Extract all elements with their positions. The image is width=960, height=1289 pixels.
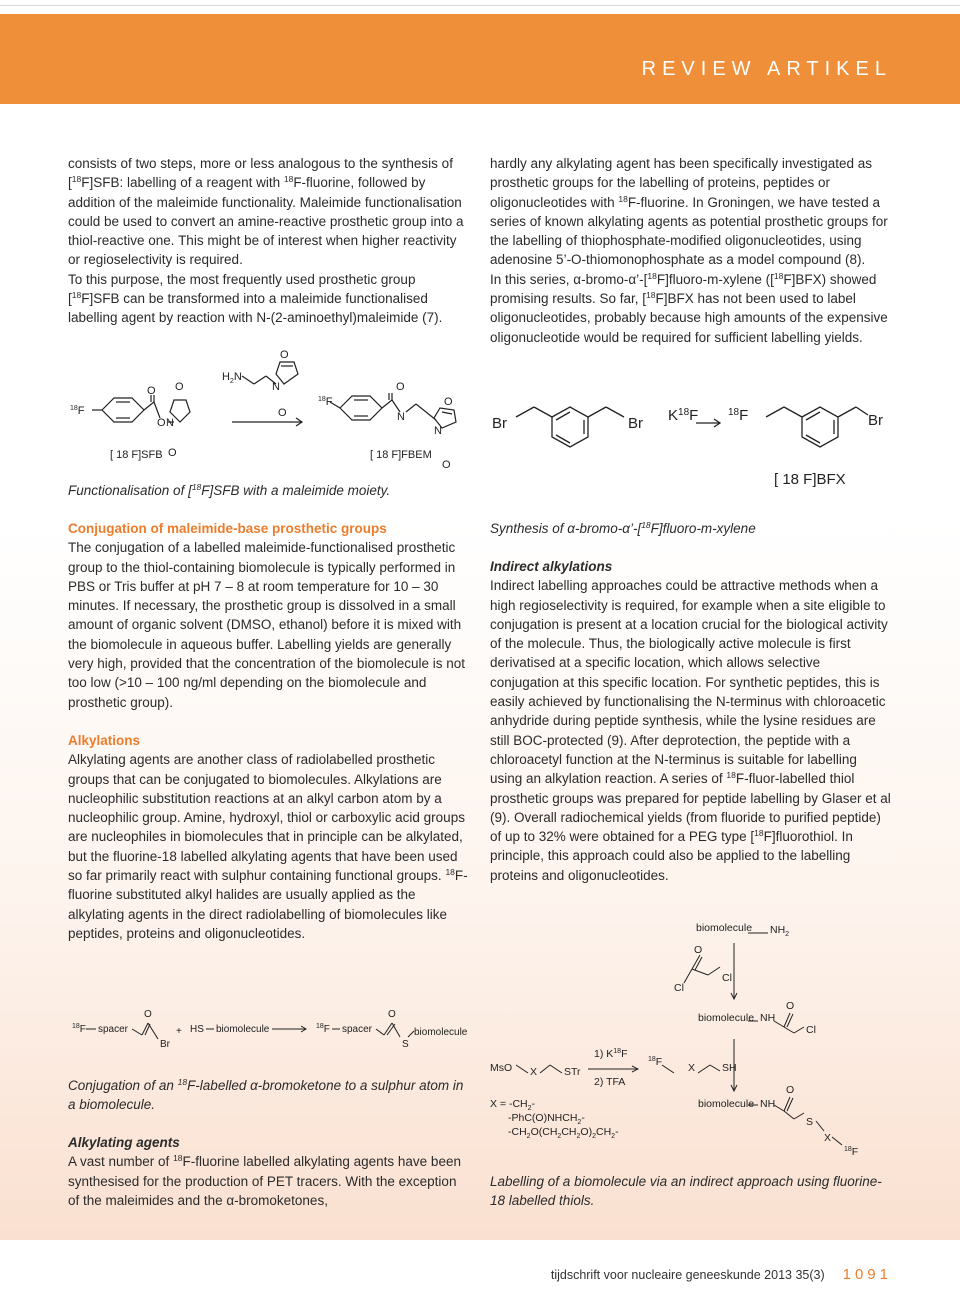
svg-text:MsO: MsO	[490, 1062, 513, 1074]
right-intro	[490, 154, 892, 347]
scheme-bromoketone	[66, 1005, 476, 1065]
heading-alkylations: Alkylations	[68, 732, 141, 748]
page-number: 1091	[842, 1266, 892, 1283]
intro-paragraph-2: To this purpose, the most frequently used prosthetic group [$^{18}$F]SFB can be transformed into a maleimide functionalised labelling agent by reaction with N-(2-aminoethyl)maleimide (7).	[68, 271, 443, 326]
right-paragraph-2: In this series, α-bromo-α’-[$^{18}$F]fluoro-m-xylene ([$^{18}$F]BFX) showed promising results. So far, [$^{18}$F]BFX has not been used to label oligonucleotides, probably because high amounts of the expensive oligonucleotide would be required for sufficient labelling yields.	[490, 270, 888, 345]
svg-text:SH: SH	[722, 1062, 737, 1074]
footer	[0, 1266, 892, 1283]
svg-text:18F: $^{18}$F	[70, 405, 85, 417]
svg-text:Br: Br	[628, 415, 643, 432]
svg-text:O: O	[786, 1000, 795, 1012]
caption-indirect: Labelling of a biomolecule via an indirect approach using fluorine-18 labelled thiols.	[490, 1174, 882, 1208]
left-intro	[68, 154, 468, 328]
svg-text:biomolecule: biomolecule	[698, 1098, 755, 1110]
svg-text:X: X	[530, 1066, 538, 1078]
svg-text:O: O	[442, 459, 451, 471]
svg-text:X: X	[824, 1132, 832, 1144]
svg-text:biomolecule: biomolecule	[414, 1027, 468, 1038]
right-body	[490, 557, 892, 885]
svg-text:+: +	[176, 1026, 182, 1037]
svg-text:Br: Br	[160, 1039, 170, 1050]
left-body	[68, 519, 468, 943]
svg-text:Br: Br	[868, 412, 883, 429]
svg-text:X: X	[688, 1062, 696, 1074]
intro-paragraph-1: consists of two steps, more or less analogous to the synthesis of [$^{18}$F]SFB: labelling of a reagent with $^{18}$F-fluorine, followed by addition of the maleimide functionality. Maleimide functionalisation could be used to convert an amine-reactive prosthetic group into a thiol-reactive one. This might be of interest when higher reactivity or regioselectivity is required.	[68, 156, 464, 268]
svg-text:-PhC(O)NHCH2-: $-PhC(O)NHCH_2-$	[508, 1112, 585, 1126]
svg-text:spacer: spacer	[342, 1024, 373, 1035]
svg-text:N: N	[434, 425, 442, 437]
svg-text:NH: NH	[760, 1012, 776, 1024]
svg-text:spacer: spacer	[98, 1024, 129, 1035]
svg-text:NH2: $NH_2$	[770, 924, 790, 938]
svg-text:X = -CH2-: $X = -CH_2-$	[490, 1098, 536, 1112]
journal-citation: tijdschrift voor nucleaire geneeskunde 2013 35(3)	[550, 1268, 825, 1282]
svg-text:Cl: Cl	[806, 1024, 816, 1036]
svg-text:S: S	[402, 1039, 409, 1050]
svg-text:O: O	[168, 447, 177, 459]
svg-text:biomolecule: biomolecule	[698, 1012, 755, 1024]
svg-text:STr: STr	[564, 1066, 581, 1078]
svg-text:O: O	[388, 1009, 396, 1020]
svg-text:S: S	[806, 1116, 814, 1128]
paragraph-alkylations: Alkylating agents are another class of radiolabelled prosthetic groups that can be conjugated to biomolecules. Alkylations are nucleophilic substitution reactions at an alkyl carbon atom by a nucleophilic group. Amine, hydroxyl, thiol or carboxylic acid groups are nucleophiles in biomolecules that in principle can be alkylated, but the fluorine-18 labelled alkylating agents that have been used so far primarily react with sulphur containing functional groups. $^{18}$F-fluorine substituted alkyl halides are usually applied as the alkylating agents in the direct radiolabelling of biomolecules like peptides, proteins and oligonucleotides.	[68, 752, 468, 941]
caption-bfx: Synthesis of α-bromo-α’-[$^{18}$F]fluoro-m-xylene	[490, 520, 756, 536]
svg-text:O: O	[278, 407, 287, 419]
svg-text:NH: NH	[760, 1098, 776, 1110]
svg-text:biomolecule: biomolecule	[216, 1024, 270, 1035]
svg-text:O: O	[147, 385, 156, 397]
svg-text:HS: HS	[190, 1024, 204, 1035]
svg-text:H2N: $H_2N$	[222, 371, 242, 385]
svg-text:N: N	[166, 417, 174, 429]
svg-text:18F: $^{18}$F	[316, 1023, 330, 1035]
svg-text:18F: $^{18}$F	[318, 396, 333, 408]
svg-text:O: O	[694, 944, 703, 956]
bfx-label: [ 18 F]BFX	[774, 471, 846, 488]
sfb-label: [ 18 F]SFB	[110, 449, 163, 461]
svg-text:O: O	[786, 1084, 795, 1096]
svg-text:N: N	[397, 411, 405, 423]
svg-text:O: O	[157, 417, 166, 429]
svg-text:O: O	[280, 350, 289, 361]
fbem-label: [ 18 F]FBEM	[370, 449, 432, 461]
right-paragraph-1: hardly any alkylating agent has been specifically investigated as prosthetic groups for the labelling of proteins, peptides or oligonucleotides with $^{18}$F-fluorine. In Groningen, we have tested a series of known alkylating agents as potential prosthetic groups for the labelling of thiophosphate-modified oligonucleotides, using adenosine 5’-O-thiomonophosphate as a model compound (8).	[490, 156, 888, 268]
scheme-bfx	[488, 395, 893, 493]
svg-text:18F: $^{18}$F	[72, 1023, 86, 1035]
scheme-indirect-labelling	[488, 915, 898, 1170]
svg-text:-CH2O(CH2CH2O)2CH2-: $-CH_2O(CH_2CH_2O)_2CH_2-$	[508, 1126, 619, 1140]
svg-text:O: O	[175, 381, 184, 393]
caption-bromoketone: Conjugation of an $^{18}$F-labelled α-bromoketone to a sulphur atom in a biomolecule.	[68, 1077, 464, 1112]
svg-text:biomolecule: biomolecule	[696, 922, 753, 934]
heading-conjugation: Conjugation of maleimide-base prosthetic groups	[68, 521, 387, 536]
svg-text:K18F: $K^{18}F$	[668, 407, 699, 424]
svg-text:1) K18F: 1) $K^{18}F$	[594, 1048, 628, 1060]
left-bottom	[68, 1133, 468, 1210]
svg-text:18F: $^{18}$F	[728, 407, 749, 424]
heading-indirect-alkylations: Indirect alkylations	[490, 559, 613, 574]
caption-functionalisation: Functionalisation of [$^{18}$F]SFB with a maleimide moiety.	[68, 482, 391, 498]
svg-text:18F: $^{18}$F	[844, 1146, 859, 1158]
svg-text:18F: $^{18}$F	[648, 1056, 663, 1068]
svg-text:O: O	[396, 381, 405, 393]
section-title: REVIEW ARTIKEL	[641, 58, 892, 80]
scheme-sfb-fbem	[62, 350, 482, 475]
svg-text:Br: Br	[492, 415, 507, 432]
paragraph-indirect: Indirect labelling approaches could be attractive methods when a high regioselectivity is required, for example when a site eligible to conjugation is present at a location crucial for the biological activity of the molecule. Thus, the biologically active molecule is first derivatised at a specific location, which allows selective conjugation at this specific location. For synthetic peptides, this is easily achieved by functionalising the N-terminus with chloroacetic anhydride during peptide synthesis, while the lysine residues are still BOC-protected (9). After deprotection, the peptide with a chloroacetyl function at the N-terminus is suitable for labelling using an alkylation reaction. A series of $^{18}$F-fluor-labelled thiol prosthetic groups was prepared for peptide labelling by Glaser et al (9). Overall radiochemical yields (from fluoride to purified peptide) of up to 32% were obtained for a PEG type [$^{18}$F]fluorothiol. In principle, this approach could also be applied to the labelling proteins and oligonucleotides.	[490, 578, 891, 883]
svg-text:2) TFA: 2) TFA	[594, 1076, 626, 1088]
svg-text:N: N	[272, 381, 280, 393]
heading-alkylating-agents: Alkylating agents	[68, 1135, 180, 1150]
svg-text:O: O	[144, 1009, 152, 1020]
svg-text:Cl: Cl	[674, 982, 684, 994]
top-rule	[0, 5, 960, 6]
paragraph-alkylating-agents: A vast number of $^{18}$F-fluorine labelled alkylating agents have been synthesised for the production of PET tracers. With the exception of the maleimides and the α-bromoketones,	[68, 1153, 461, 1208]
paragraph-conjugation: The conjugation of a labelled maleimide-functionalised prosthetic group to the thiol-containing biomolecule is typically performed in PBS or Tris buffer at pH 7 – 8 at room temperature for 10 – 30 minutes. If necessary, the prosthetic group is dissolved in a small amount of organic solvent (DMSO, ethanol) before it is mixed with the biomolecule in aqueous buffer. Labelling yields are generally very high, provided that the concentration of the biomolecule is not too low (>10 – 100 ng/ml depending on the biomolecule and prosthetic group).	[68, 540, 465, 710]
svg-text:Cl: Cl	[722, 972, 732, 984]
svg-text:O: O	[444, 396, 453, 408]
